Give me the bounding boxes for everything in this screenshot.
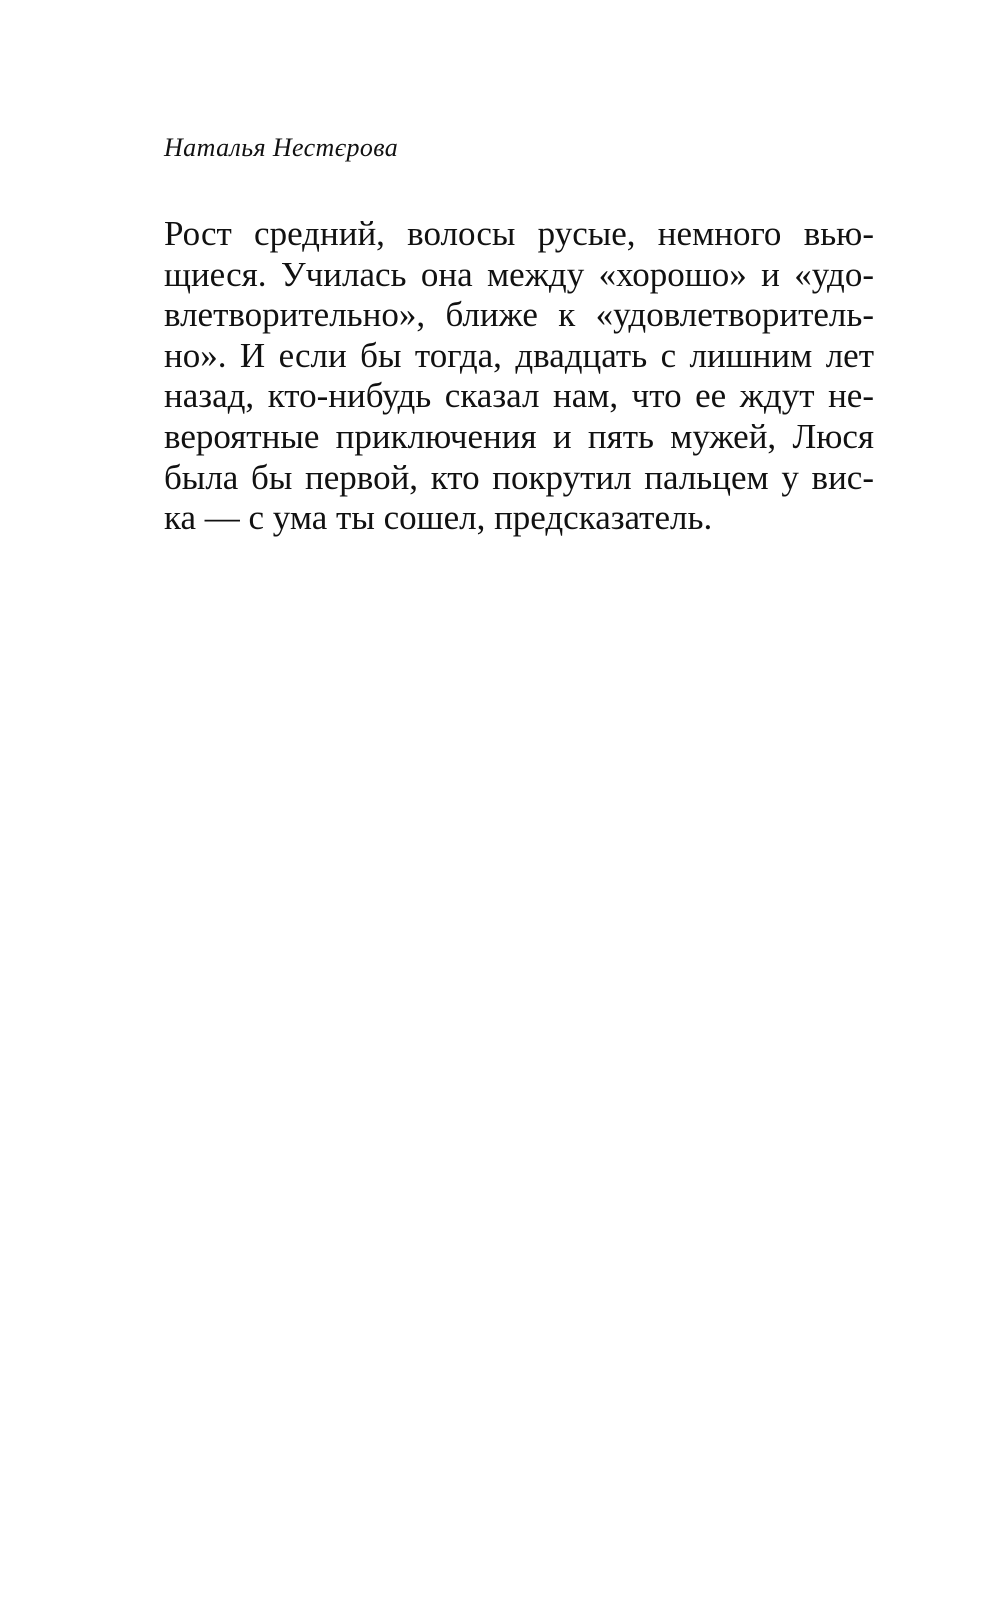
- text-line: Рост средний, волосы русые, немного вью-: [164, 214, 874, 253]
- text-line: но». И если бы тогда, двадцать с лишним лет: [164, 335, 874, 375]
- text-line: вероятные приключения и пять мужей, Люся: [164, 416, 874, 456]
- body-paragraph: [164, 214, 874, 539]
- text-line: была бы первой, кто покрутил пальцем у вис-: [164, 457, 874, 497]
- text-line: ка — с ума ты сошел, предсказатель.: [164, 498, 713, 538]
- text-line: влетворительно», ближе к «удовлетворитель-: [164, 295, 874, 335]
- text-line: назад, кто-нибудь сказал нам, что ее ждут не-: [164, 376, 874, 416]
- text-line: щиеся. Училась она между «хорошо» и «удо-: [164, 254, 874, 294]
- running-head-author: Наталья Нестєрова: [164, 133, 399, 162]
